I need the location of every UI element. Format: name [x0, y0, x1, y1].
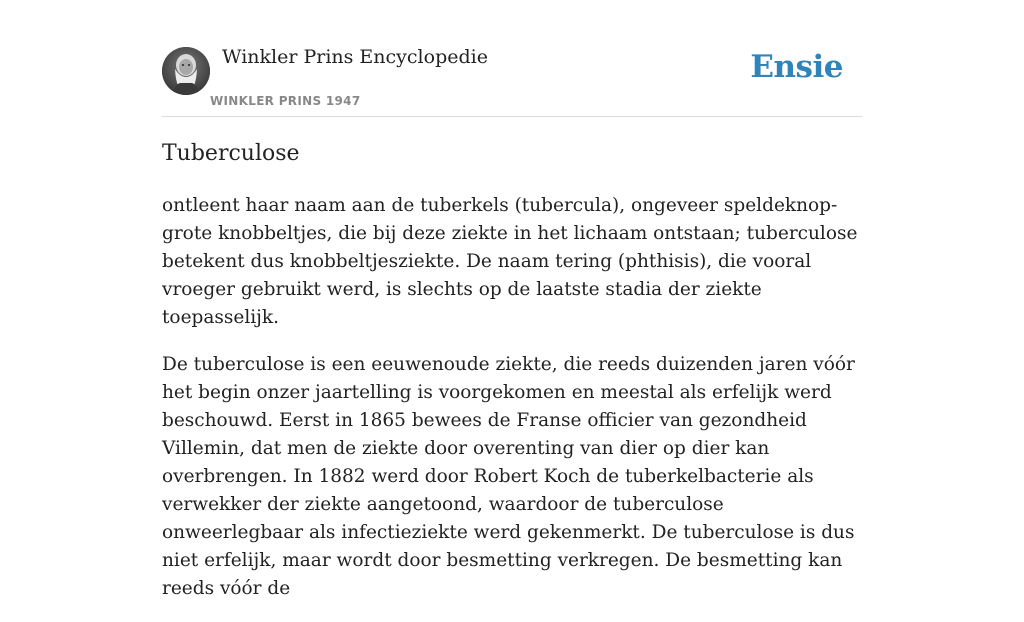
page	[162, 0, 862, 599]
article-paragraph: De tuberculose is een eeuwenoude ziekte, die reeds duizenden jaren vóór het begin onzer jaartelling is voorgekomen en meestal als erfelijk werd beschouwd. Eerst in 1865 bewees de Franse officier van gezondheid Villemin, dat men de ziekte door overenting van dier op dier kan overbrengen. In 1882 werd door Robert Koch de tuberkelbacterie als verwekker der ziekte aangetoond, waardoor de tuberculose onweerlegbaar als infectieziekte werd gekenmerkt. De tuberculose is dus niet erfelijk, maar wordt door besmetting verkregen. De besmetting kan reeds vóór de	[162, 354, 855, 599]
ensie-logo-link[interactable]: Ensie	[750, 49, 843, 85]
author-avatar[interactable]	[162, 47, 210, 95]
edition-label: WINKLER PRINS 1947	[210, 94, 361, 108]
article-paragraph: ontleent haar naam aan de tuberkels (tubercula), ongeveer speldeknop-grote knobbeltjes, die bij deze ziekte in het lichaam ontstaan; tuberculose betekent dus knobbeltjesziekte. De naam tering (phthisis), die vooral vroeger gebruikt werd, is slechts op de laatste stadia der ziekte toepasselijk.	[162, 195, 858, 328]
article-title: Tuberculose	[162, 141, 300, 166]
page-header	[162, 0, 862, 117]
bearded-man-portrait-icon	[162, 47, 210, 95]
article-body	[162, 192, 862, 622]
site-title-link[interactable]: Winkler Prins Encyclopedie	[222, 46, 488, 68]
